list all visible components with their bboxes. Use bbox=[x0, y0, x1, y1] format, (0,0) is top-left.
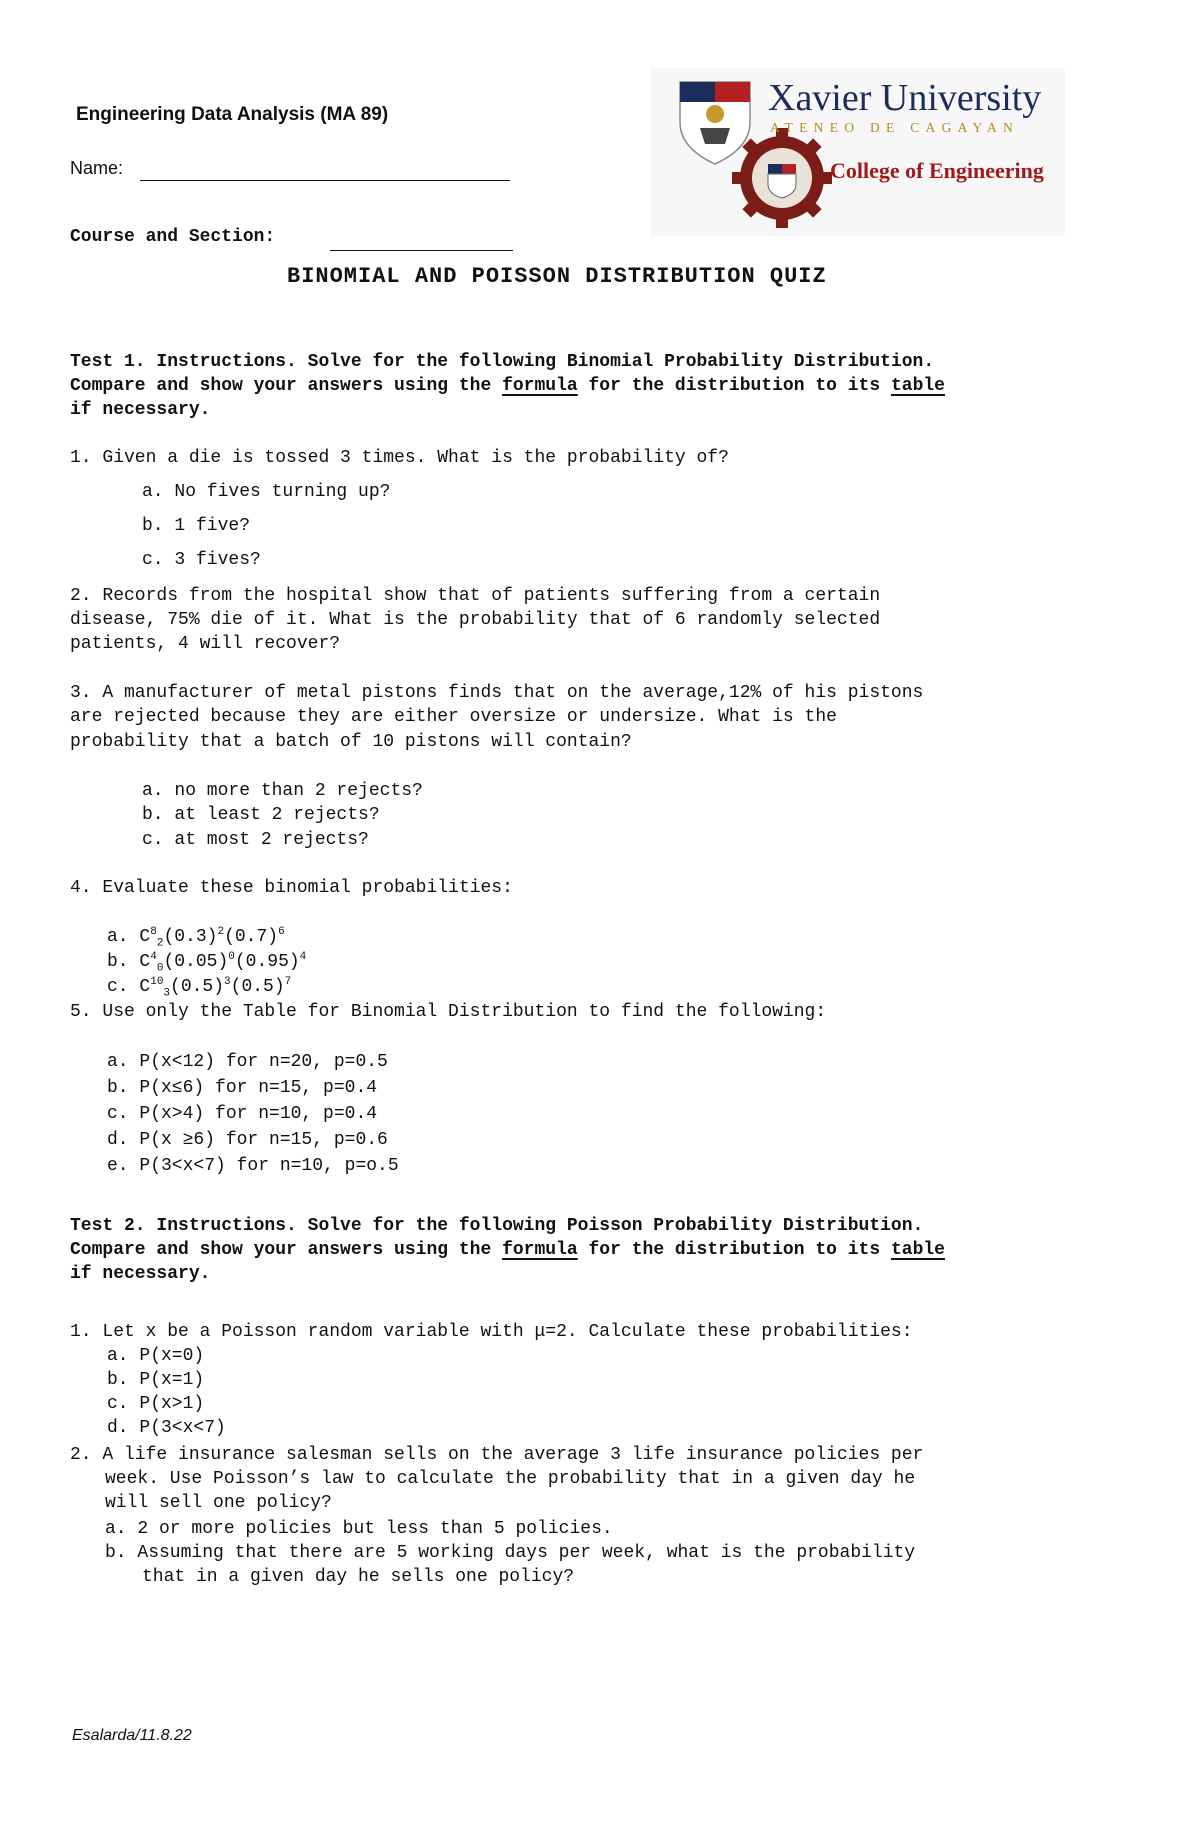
test2-question-2-line: will sell one policy? bbox=[105, 1493, 332, 1513]
university-logo bbox=[650, 68, 1065, 236]
expr-sup: 4 bbox=[299, 951, 307, 963]
list-item: b. P(x≤6) for n=15, p=0.4 bbox=[107, 1078, 378, 1098]
formula-underlined: formula bbox=[502, 376, 578, 396]
expr-text: a. C bbox=[107, 927, 151, 947]
list-item: a. no more than 2 rejects? bbox=[142, 781, 423, 801]
expr-sup: 7 bbox=[284, 976, 292, 988]
expr-sub: 3 bbox=[163, 987, 171, 1000]
test1-question-3-line: 3. A manufacturer of metal pistons finds that on the average,12% of his pistons bbox=[70, 683, 924, 703]
list-item: a. P(x<12) for n=20, p=0.5 bbox=[107, 1052, 388, 1072]
list-item: a. No fives turning up? bbox=[142, 482, 391, 502]
instr-text: for the distribution to its bbox=[577, 376, 891, 396]
expr-text: (0.3) bbox=[163, 927, 218, 947]
list-item: b. P(x=1) bbox=[107, 1370, 205, 1390]
table-underlined: table bbox=[890, 376, 945, 396]
test1-question-3-line: probability that a batch of 10 pistons will contain? bbox=[70, 732, 632, 752]
test1-question-2-line: disease, 75% die of it. What is the probability that of 6 randomly selected bbox=[70, 610, 881, 630]
expr-text: (0.7) bbox=[224, 927, 279, 947]
course-section-label: Course and Section: bbox=[70, 227, 276, 247]
expr-sub: 0 bbox=[156, 962, 164, 975]
test1-instructions-line3: if necessary. bbox=[70, 400, 211, 420]
test2-instructions-line2 bbox=[70, 1238, 945, 1262]
test2-question-2-line: 2. A life insurance salesman sells on the average 3 life insurance policies per bbox=[70, 1445, 924, 1465]
list-item: c. 3 fives? bbox=[142, 550, 261, 570]
test2-question-2-line: week. Use Poisson’s law to calculate the probability that in a given day he bbox=[105, 1469, 916, 1489]
test1-question-1: 1. Given a die is tossed 3 times. What is the probability of? bbox=[70, 448, 729, 468]
list-item: c. P(x>1) bbox=[107, 1394, 205, 1414]
binomial-expression bbox=[107, 950, 306, 974]
binomial-expression bbox=[107, 975, 291, 999]
test2-instructions-line3: if necessary. bbox=[70, 1264, 211, 1284]
list-item: that in a given day he sells one policy? bbox=[142, 1567, 575, 1587]
gear-icon bbox=[732, 128, 832, 228]
test1-question-2-line: 2. Records from the hospital show that of patients suffering from a certain bbox=[70, 586, 881, 606]
list-item: d. P(3<x<7) bbox=[107, 1418, 226, 1438]
name-label: Name: bbox=[70, 158, 124, 178]
test1-question-5: 5. Use only the Table for Binomial Distribution to find the following: bbox=[70, 1002, 827, 1022]
course-title: Engineering Data Analysis (MA 89) bbox=[76, 104, 389, 125]
expr-text: (0.5) bbox=[170, 977, 225, 997]
test1-question-3-line: are rejected because they are either oversize or undersize. What is the bbox=[70, 707, 837, 727]
list-item: c. P(x>4) for n=10, p=0.4 bbox=[107, 1104, 378, 1124]
list-item: b. 1 five? bbox=[142, 516, 251, 536]
list-item: a. 2 or more policies but less than 5 policies. bbox=[105, 1519, 613, 1539]
expr-sup: 4 bbox=[150, 951, 157, 963]
shield-blue-panel bbox=[680, 82, 715, 102]
quiz-title: BINOMIAL AND POISSON DISTRIBUTION QUIZ bbox=[287, 264, 827, 289]
shield-emblem bbox=[706, 105, 724, 123]
formula-underlined: formula bbox=[502, 1240, 578, 1260]
expr-sub: 2 bbox=[156, 937, 164, 950]
table-underlined: table bbox=[890, 1240, 945, 1260]
expr-sup: 2 bbox=[217, 926, 225, 938]
university-name: Xavier University bbox=[768, 77, 1042, 119]
list-item: b. Assuming that there are 5 working days per week, what is the probability bbox=[105, 1543, 916, 1563]
instr-text: for the distribution to its bbox=[577, 1240, 891, 1260]
expr-text: (0.5) bbox=[230, 977, 285, 997]
instr-text: Compare and show your answers using the bbox=[70, 1240, 503, 1260]
expr-sup: 0 bbox=[228, 951, 235, 963]
expr-sup: 8 bbox=[150, 926, 157, 938]
expr-sup: 6 bbox=[278, 926, 285, 938]
test1-instructions-line2 bbox=[70, 374, 945, 398]
test1-question-2-line: patients, 4 will recover? bbox=[70, 634, 341, 654]
instr-text: Compare and show your answers using the bbox=[70, 376, 503, 396]
test1-question-4: 4. Evaluate these binomial probabilities: bbox=[70, 878, 513, 898]
test2-instructions-line1: Test 2. Instructions. Solve for the following Poisson Probability Distribution. bbox=[70, 1216, 924, 1236]
expr-sup: 3 bbox=[224, 976, 231, 988]
shield-wolves bbox=[700, 128, 730, 144]
expr-text: b. C bbox=[107, 952, 151, 972]
course-section-blank-line bbox=[330, 250, 513, 251]
list-item: d. P(x ≥6) for n=15, p=0.6 bbox=[107, 1130, 388, 1150]
list-item: b. at least 2 rejects? bbox=[142, 805, 380, 825]
expr-text: (0.05) bbox=[163, 952, 229, 972]
list-item: e. P(3<x<7) for n=10, p=o.5 bbox=[107, 1156, 399, 1176]
shield-red-panel bbox=[715, 82, 750, 102]
expr-text: (0.95) bbox=[234, 952, 300, 972]
binomial-expression bbox=[107, 925, 285, 949]
college-name: College of Engineering bbox=[830, 158, 1044, 183]
name-blank-line bbox=[140, 180, 510, 181]
expr-sup: 10 bbox=[150, 976, 164, 988]
footer-signature: Esalarda/11.8.22 bbox=[72, 1727, 192, 1744]
list-item: c. at most 2 rejects? bbox=[142, 830, 369, 850]
test2-question-1: 1. Let x be a Poisson random variable with μ=2. Calculate these probabilities: bbox=[70, 1322, 913, 1342]
expr-text: c. C bbox=[107, 977, 151, 997]
test1-instructions-line1: Test 1. Instructions. Solve for the following Binomial Probability Distribution. bbox=[70, 352, 935, 372]
list-item: a. P(x=0) bbox=[107, 1346, 205, 1366]
university-subtitle: ATENEO DE CAGAYAN bbox=[770, 120, 1020, 135]
